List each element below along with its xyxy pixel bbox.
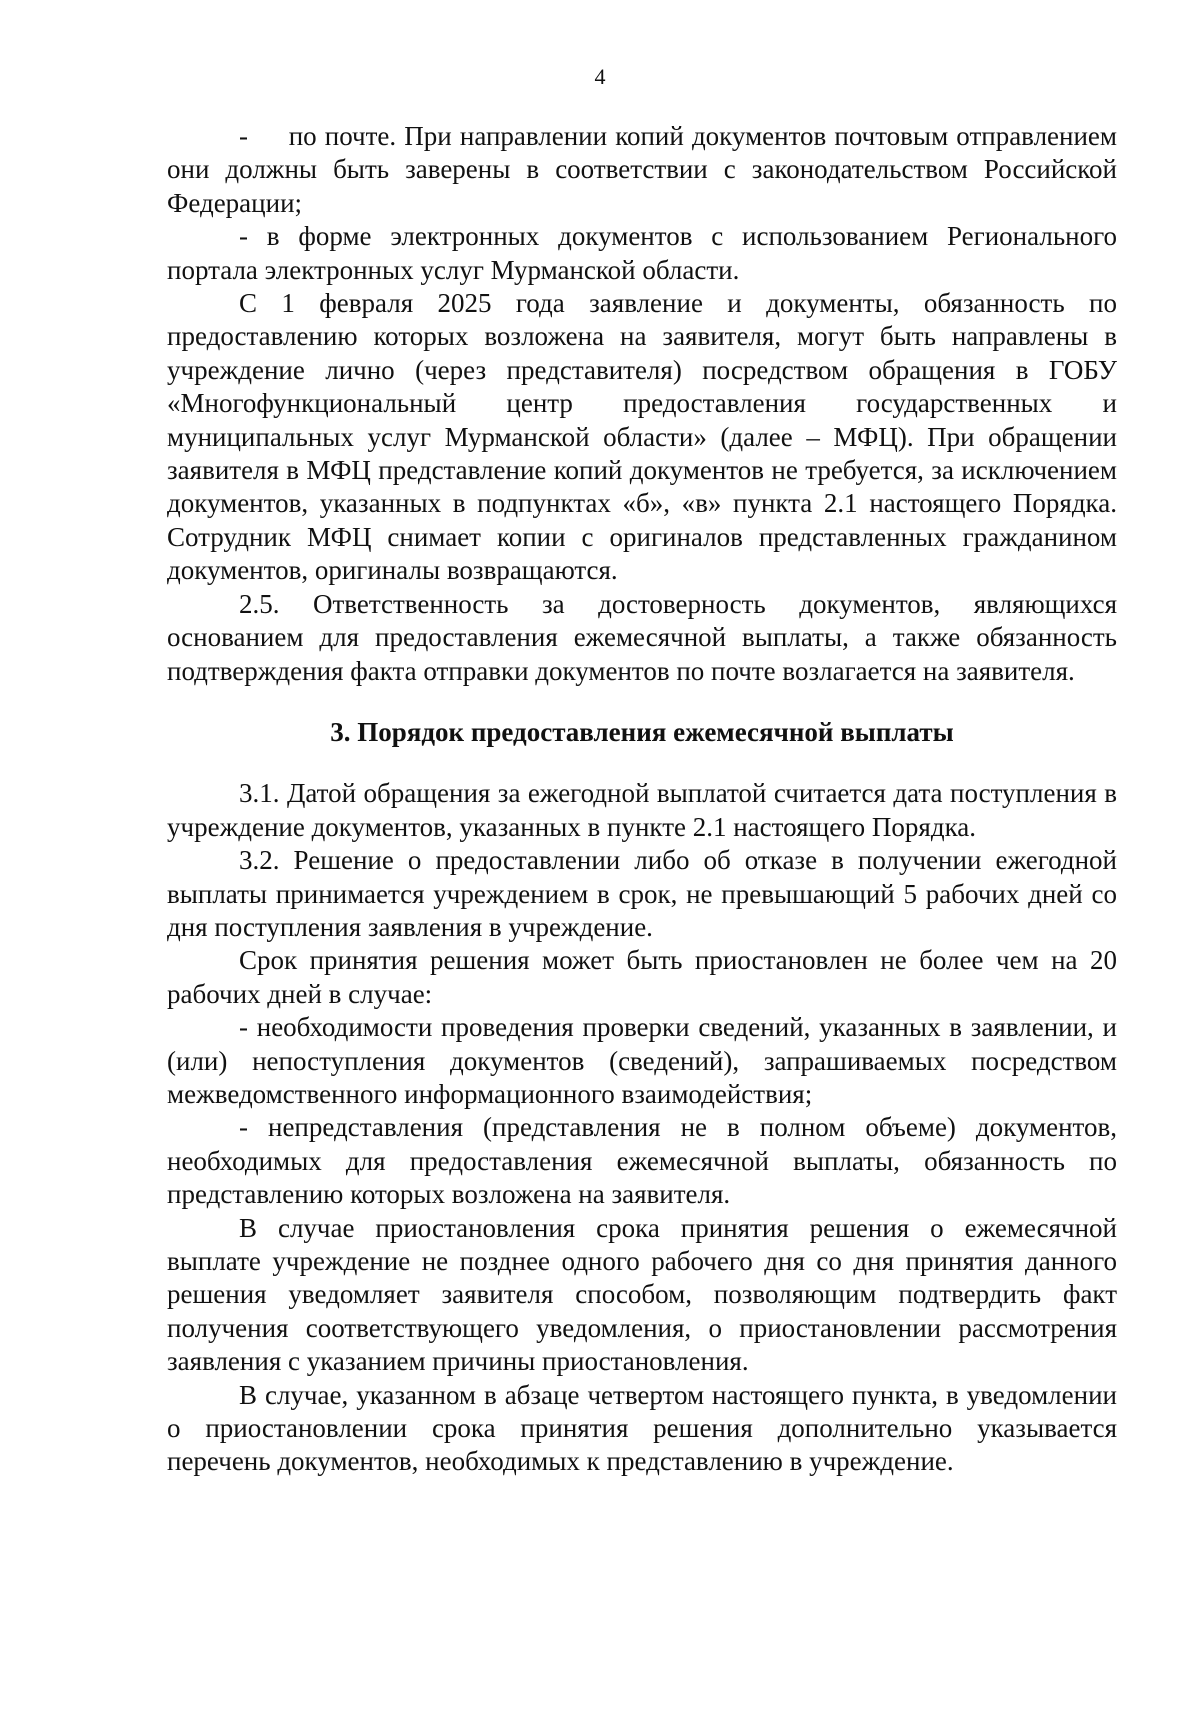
paragraph-3-1: 3.1. Датой обращения за ежегодной выплатой считается дата поступления в учреждение документов, указанных в пункте 2.1 настоящего Порядка. (167, 778, 1117, 842)
paragraph-document-list: В случае, указанном в абзаце четвертом настоящего пункта, в уведомлении о приостановлении срока принятия решения дополнительно указывается перечень документов, необходимых к представлению в учреждение. (167, 1379, 1117, 1477)
section-heading: 3. Порядок предоставления ежемесячной выплаты (330, 716, 954, 747)
paragraph-by-mail: - по почте. При направлении копий документов почтовым отправлением они должны быть заверены в соответствии с законодательством Российской Федерации; (167, 121, 1117, 218)
paragraph-mfc-submission: С 1 февраля 2025 года заявление и документы, обязанность по предоставлению которых возложена на заявителя, могут быть направлены в учреждение лично (через представителя) посредством обращения в ГОБУ «Многофункциональный центр предоставления государственных и муниципальных услуг Мурманской области» (далее – МФЦ). При обращении заявителя в МФЦ представление копий документов не требуется, за исключением документов, указанных в подпунктах «б», «в» пункта 2.1 настоящего Порядка. Сотрудник МФЦ снимает копии с оригиналов представленных гражданином документов, оригиналы возвращаются. (167, 288, 1117, 586)
paragraph-verification-case: - необходимости проведения проверки сведений, указанных в заявлении, и (или) непоступления документов (сведений), запрашиваемых посредством межведомственного информационного взаимодействия; (167, 1012, 1117, 1109)
document-body (167, 120, 1117, 1479)
paragraph-electronic-form: - в форме электронных документов с использованием Регионального портала электронных услуг Мурманской области. (167, 221, 1117, 285)
paragraph-3-2: 3.2. Решение о предоставлении либо об отказе в получении ежегодной выплаты принимается учреждением в срок, не превышающий 5 рабочих дней со дня поступления заявления в учреждение. (167, 845, 1117, 942)
paragraph-missing-documents-case: - непредставления (представления не в полном объеме) документов, необходимых для предоставления ежемесячной выплаты, обязанность по представлению которых возложена на заявителя. (167, 1112, 1117, 1210)
paragraph-notification: В случае приостановления срока принятия решения о ежемесячной выплате учреждение не позднее одного рабочего дня со дня принятия данного решения уведомляет заявителя способом, позволяющим подтвердить факт получения соответствующего уведомления, о приостановлении рассмотрения заявления с указанием причины приостановления. (167, 1212, 1117, 1377)
paragraph-2-5-responsibility: 2.5. Ответственность за достоверность документов, являющихся основанием для предоставления ежемесячной выплаты, а также обязанность подтверждения факта отправки документов по почте возлагается на заявителя. (167, 588, 1117, 686)
page-number: 4 (594, 64, 606, 89)
paragraph-suspension-term: Срок принятия решения может быть приостановлен не более чем на 20 рабочих дней в случае: (167, 945, 1117, 1009)
